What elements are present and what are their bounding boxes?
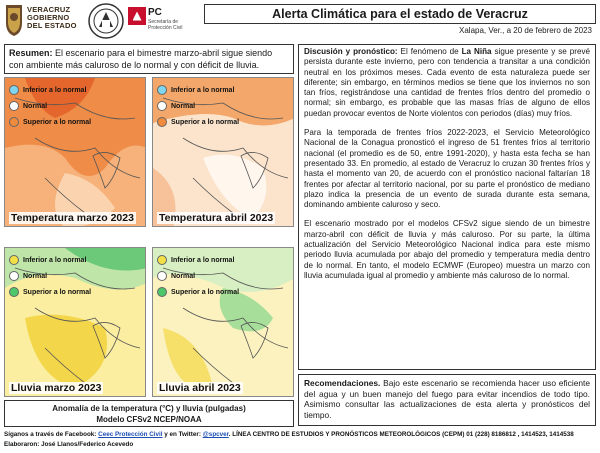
map-rain-april <box>152 247 294 397</box>
legend-below <box>157 252 239 268</box>
recommendations-box <box>298 374 596 426</box>
twitter-link[interactable]: @spcver <box>202 431 229 438</box>
above-normal-swatch-icon <box>9 287 19 297</box>
footer <box>4 430 598 449</box>
pc-logo-subtitle: Secretaría de Protección Civil <box>148 19 183 31</box>
discussion-label: Discusión y pronóstico: <box>304 47 398 56</box>
footer-text: y en Twitter: <box>162 431 203 438</box>
normal-swatch-icon <box>157 101 167 111</box>
discussion-box <box>298 44 596 370</box>
normal-swatch-icon <box>9 271 19 281</box>
normal-swatch-icon <box>9 101 19 111</box>
below-normal-swatch-icon <box>9 255 19 265</box>
legend-normal-label: Normal <box>171 272 196 280</box>
coat-of-arms-icon <box>4 3 24 37</box>
legend-normal <box>9 268 91 284</box>
legend-below <box>157 82 239 98</box>
legend-normal <box>157 98 239 114</box>
govt-logo-line: VERACRUZ <box>27 5 71 14</box>
discussion-paragraph: El escenario mostrado por el modelos CFSv2 sigue siendo de un bimestre marzo-abril con déficit de lluvia y más caluroso. Por su parte, la última actualización del Servicio Meteorológico Nacional indica para este mismo periodo lluvia acumulada por abajo del promedio y temperatura media dentro de lo normal. En tanto, el modelo ECMWF (Europeo) muestra un marzo con lluvia acumulada igual al promedio y ambiente más caluroso de lo normal. <box>304 219 590 280</box>
caption-line: Anomalía de la temperatura (°C) y lluvia (pulgadas) <box>52 404 246 413</box>
legend-below <box>9 252 91 268</box>
map-temperature-april <box>152 77 294 227</box>
recommendations-text: Bajo este escenario se recomienda hacer uso eficiente del agua y un buen manejo del fuego para evitar incendios de todo tipo. Asimismo consultar las actualizaciones de esta alerta y pronósticos del tiempo. <box>304 378 590 420</box>
below-normal-swatch-icon <box>157 85 167 95</box>
map-temperature-march <box>4 77 146 227</box>
legend-normal <box>9 98 91 114</box>
below-normal-swatch-icon <box>9 85 19 95</box>
maps-caption <box>4 400 294 427</box>
below-normal-swatch-icon <box>157 255 167 265</box>
legend-below-label: Inferior a lo normal <box>23 256 87 264</box>
legend-above-label: Superior a lo normal <box>171 118 240 126</box>
govt-logo-line: DEL ESTADO <box>27 21 77 30</box>
veracruz-government-logo <box>4 3 84 41</box>
legend-normal <box>157 268 239 284</box>
header <box>0 0 600 44</box>
pc-logo-abbrev: PC <box>148 7 162 18</box>
discussion-paragraph <box>304 47 590 119</box>
legend-normal-label: Normal <box>23 272 48 280</box>
la-nina-term: La Niña <box>461 47 492 56</box>
map-label: Lluvia abril 2023 <box>159 382 241 394</box>
facebook-link[interactable]: Ceec Protección Civil <box>98 431 163 438</box>
legend-above <box>9 284 91 300</box>
legend-normal-label: Normal <box>23 102 48 110</box>
summary-text: El escenario para el bimestre marzo-abril sigue siendo con ambiente más caluroso de lo normal y con déficit de lluvia. <box>9 48 273 70</box>
legend-below <box>9 82 91 98</box>
summary-box <box>4 44 294 74</box>
legend-above-label: Superior a lo normal <box>171 288 240 296</box>
footer-text: . LÍNEA CENTRO DE ESTUDIOS Y PRONÓSTICOS METEOROLÓGICOS (CEPM) 01 (228) 8186812 , 1414523, 1414538 <box>228 431 574 438</box>
legend-above-label: Superior a lo normal <box>23 288 92 296</box>
above-normal-swatch-icon <box>157 287 167 297</box>
legend-below-label: Inferior a lo normal <box>171 86 235 94</box>
map-rain-march <box>4 247 146 397</box>
footer-text: Síganos a través de Facebook: <box>4 431 99 438</box>
above-normal-swatch-icon <box>9 117 19 127</box>
caption-line: Modelo CFSv2 NCEP/NOAA <box>96 415 202 424</box>
legend-below-label: Inferior a lo normal <box>23 86 87 94</box>
authors: Elaboraron: José Llanos/Federico Acevedo <box>4 440 134 448</box>
legend-below-label: Inferior a lo normal <box>171 256 235 264</box>
legend-above <box>9 114 91 130</box>
legend-above <box>157 114 239 130</box>
legend-above <box>157 284 239 300</box>
govt-logo-line: GOBIERNO <box>27 13 70 22</box>
recommendations-label: Recomendaciones. <box>304 378 381 388</box>
map-label: Temperatura marzo 2023 <box>11 212 134 224</box>
seal-icon <box>88 3 124 39</box>
map-label: Lluvia marzo 2023 <box>11 382 102 394</box>
pc-triangle-icon <box>128 7 146 25</box>
legend-above-label: Superior a lo normal <box>23 118 92 126</box>
proteccion-civil-logo <box>88 3 198 41</box>
issue-date: Xalapa, Ver., a 20 de febrero de 2023 <box>459 26 592 35</box>
summary-label: Resumen: <box>9 48 53 58</box>
page-title: Alerta Climática para el estado de Veracruz <box>204 4 596 24</box>
normal-swatch-icon <box>157 271 167 281</box>
footer-line <box>4 430 598 440</box>
discussion-text: sigue presente y se prevé persista durante este invierno, pero con tendencia a transitar a una condición neutral en los próximos meses. Cada evento de esta naturaleza puede ser diferente; sin embargo, en términos medios se tiene que los inviernos no son tan fríos, registrándose una cantidad de frentes fríos dentro del promedio o normal; sin embargo, es probable que las masas frías de alguno de ellos puedan provocar eventos de Norte violentos con periodos (días) muy fríos. <box>304 47 590 118</box>
discussion-paragraph: Para la temporada de frentes fríos 2022-2023, el Servicio Meteorológico Nacional de la Conagua pronosticó el ingreso de 51 frentes fríos al territorio nacional (el promedio es de 50, entre 1991-2020), y hasta esta fecha se han presentado 33. En promedio, al estado de Veracruz lo cruzan 30 frentes fríos y hasta el momento van 20, de acuerdo con el pronóstico nacional faltarían 18 frentes por afectar al territorio nacional, por su parte el pronóstico de mediano plazo indica la presencia de un evento de surada durante esta semana, dominando ambiente caluroso y seco. <box>304 128 590 210</box>
map-label: Temperatura abril 2023 <box>159 212 274 224</box>
legend-normal-label: Normal <box>171 102 196 110</box>
discussion-text: El fenómeno de <box>397 47 462 56</box>
above-normal-swatch-icon <box>157 117 167 127</box>
